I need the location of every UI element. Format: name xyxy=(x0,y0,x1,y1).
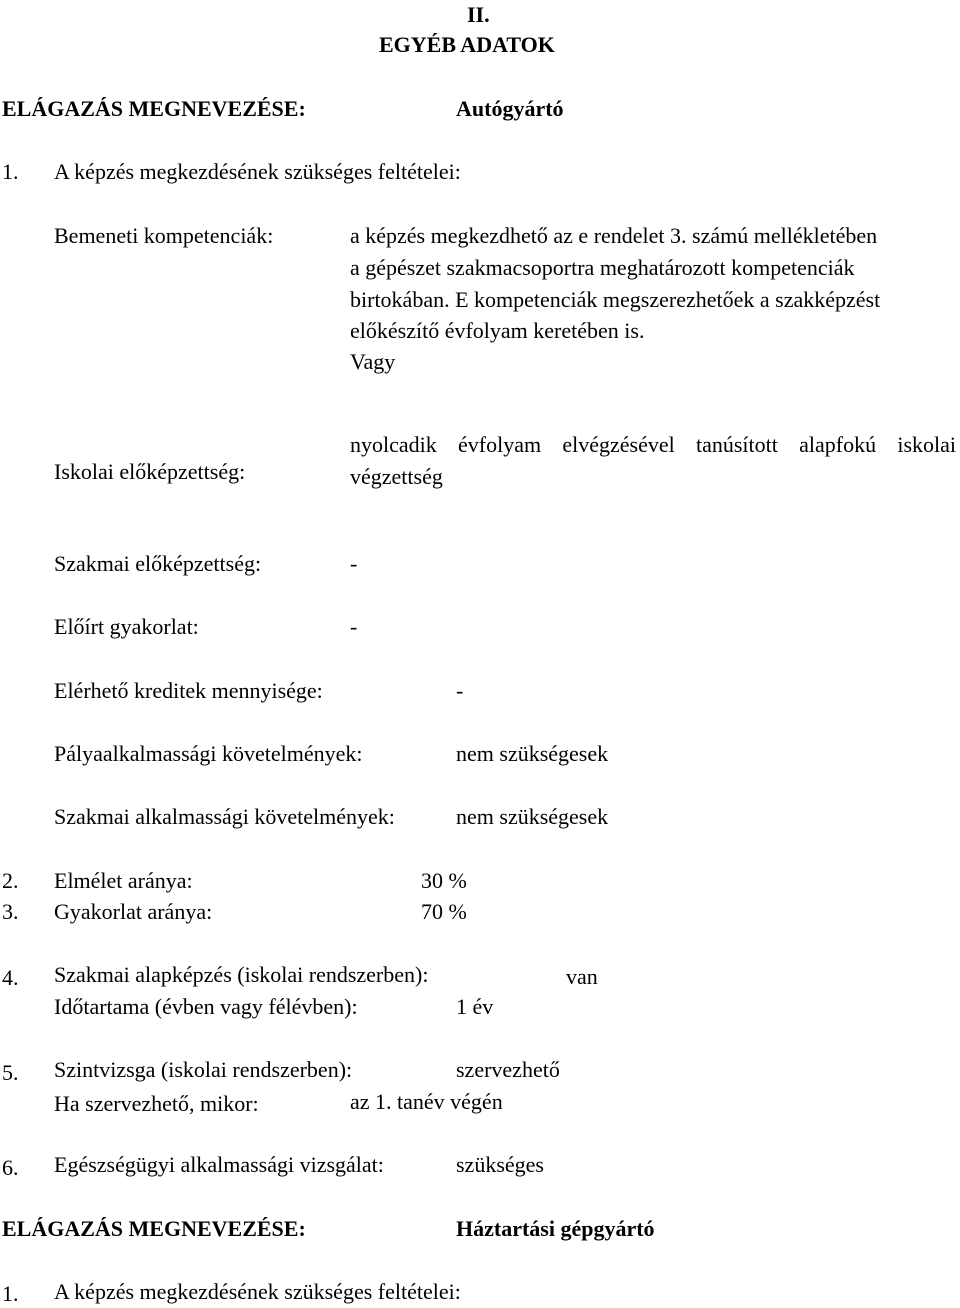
basic-training-value: van xyxy=(566,964,598,989)
aptitude-requirements-value: nem szükségesek xyxy=(456,804,609,829)
item-number: 1. xyxy=(2,159,19,184)
aptitude-requirements-label: Szakmai alkalmassági követelmények: xyxy=(54,804,395,829)
prerequisites-heading: A képzés megkezdésének szükséges feltételei: xyxy=(54,159,461,184)
entry-competencies-line: a gépészet szakmacsoportra meghatározott kompetenciák xyxy=(350,255,855,280)
entry-competencies-line: előkészítő évfolyam keretében is. xyxy=(350,318,645,343)
entry-competencies-label: Bemeneti kompetenciák: xyxy=(54,223,274,248)
school-education-label: Iskolai előképzettség: xyxy=(54,459,246,484)
branch-name: Háztartási gépgyártó xyxy=(456,1216,655,1241)
practice-ratio-label: Gyakorlat aránya: xyxy=(54,899,213,924)
item-number: 1. xyxy=(2,1281,19,1306)
exam-when-label: Ha szervezhető, mikor: xyxy=(54,1091,259,1116)
item-number: 4. xyxy=(2,965,19,990)
exam-when-value: az 1. tanév végén xyxy=(350,1089,503,1114)
branch-label: ELÁGAZÁS MEGNEVEZÉSE: xyxy=(2,1216,306,1241)
branch-name: Autógyártó xyxy=(456,96,564,121)
theory-ratio-label: Elmélet aránya: xyxy=(54,868,193,893)
career-requirements-value: nem szükségesek xyxy=(456,741,609,766)
item-number: 5. xyxy=(2,1060,19,1085)
entry-competencies-line: birtokában. E kompetenciák megszerezhetőek a szakképzést xyxy=(350,287,881,312)
prerequisites-heading: A képzés megkezdésének szükséges feltételei: xyxy=(54,1279,461,1304)
item-number: 3. xyxy=(2,899,19,924)
professional-education-value: - xyxy=(350,551,358,576)
duration-value: 1 év xyxy=(456,994,494,1019)
credits-label: Elérhető kreditek mennyisége: xyxy=(54,678,323,703)
credits-value: - xyxy=(456,678,464,703)
item-number: 2. xyxy=(2,868,19,893)
basic-training-label: Szakmai alapképzés (iskolai rendszerben): xyxy=(54,962,429,987)
career-requirements-label: Pályaalkalmassági követelmények: xyxy=(54,741,363,766)
required-practice-label: Előírt gyakorlat: xyxy=(54,614,199,639)
branch-label: ELÁGAZÁS MEGNEVEZÉSE: xyxy=(2,96,306,121)
practice-ratio-value: 70 % xyxy=(421,899,467,924)
school-education-line: nyolcadik évfolyam elvégzésével tanúsított alapfokú iskolai xyxy=(350,432,956,457)
professional-education-label: Szakmai előképzettség: xyxy=(54,551,262,576)
health-exam-value: szükséges xyxy=(456,1152,544,1177)
required-practice-value: - xyxy=(350,614,358,639)
theory-ratio-value: 30 % xyxy=(421,868,467,893)
section-title: EGYÉB ADATOK xyxy=(379,32,555,57)
school-education-line: végzettség xyxy=(350,464,443,489)
section-number: II. xyxy=(467,2,490,27)
duration-label: Időtartama (évben vagy félévben): xyxy=(54,994,358,1019)
entry-competencies-line: a képzés megkezdhető az e rendelet 3. számú mellékletében xyxy=(350,223,878,248)
health-exam-label: Egészségügyi alkalmassági vizsgálat: xyxy=(54,1152,384,1177)
or-text: Vagy xyxy=(350,349,396,374)
level-exam-label: Szintvizsga (iskolai rendszerben): xyxy=(54,1057,353,1082)
item-number: 6. xyxy=(2,1155,19,1180)
level-exam-value: szervezhető xyxy=(456,1057,560,1082)
